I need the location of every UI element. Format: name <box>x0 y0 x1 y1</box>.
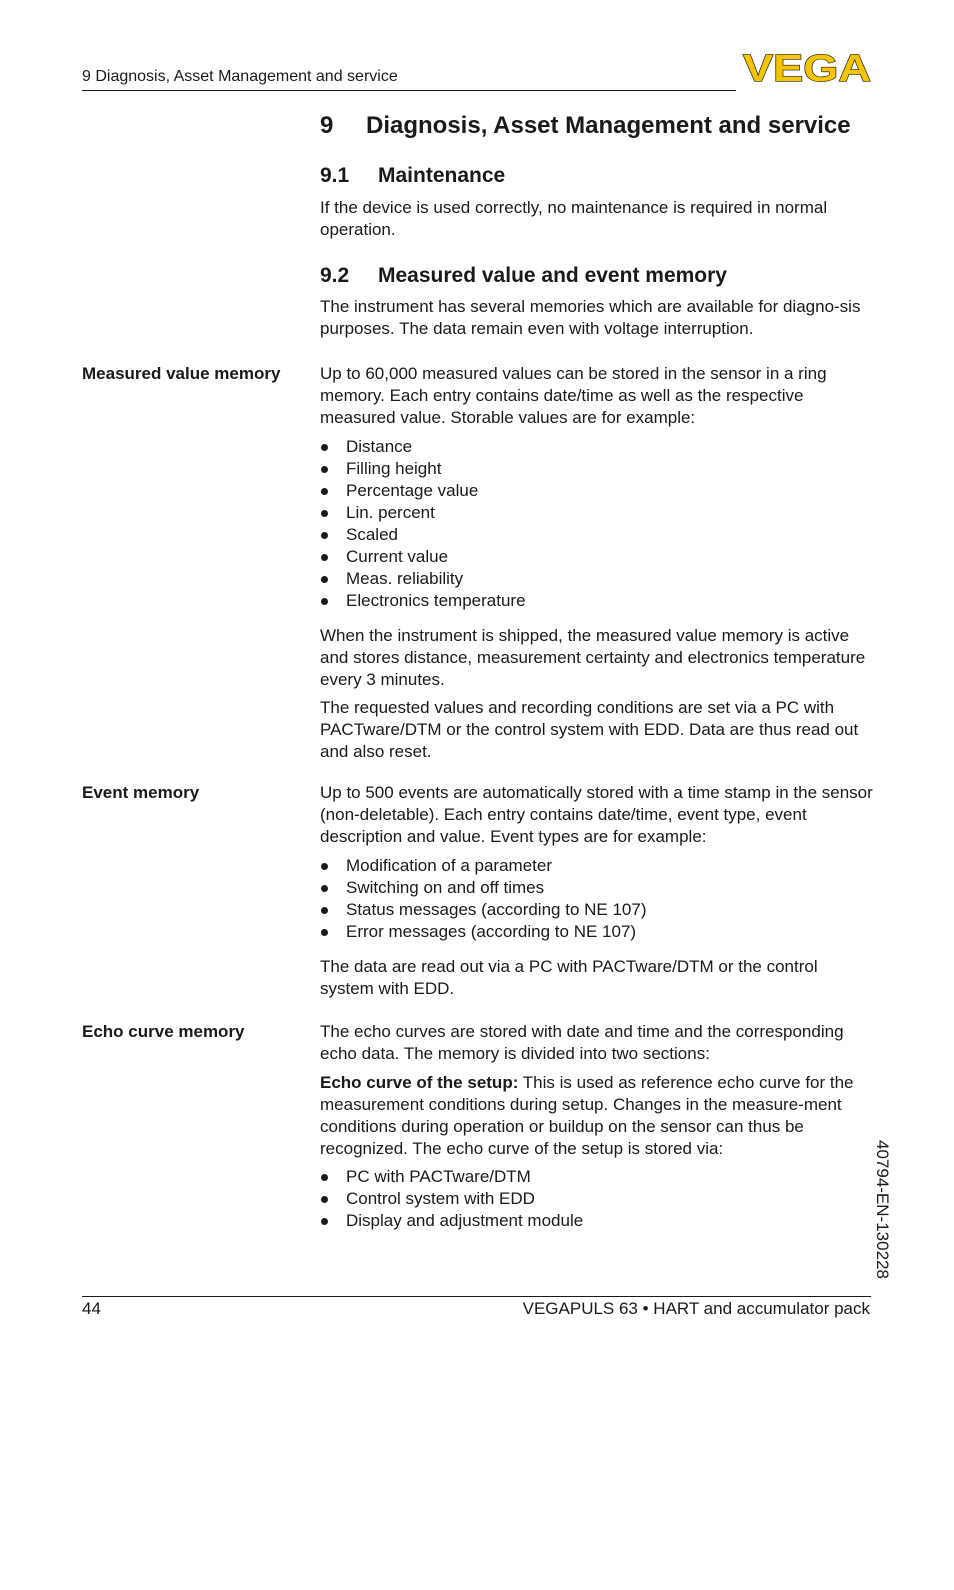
header-rule <box>82 90 736 91</box>
list-item: PC with PACTware/DTM <box>320 1166 875 1188</box>
chapter-title: Diagnosis, Asset Management and service <box>366 112 851 139</box>
list-item: Modification of a parameter <box>320 855 875 877</box>
paragraph: When the instrument is shipped, the measured value memory is active and stores distance, measurement certainty and electronics temperature every 3 minutes. <box>320 626 866 689</box>
memory-intro-text <box>320 296 875 340</box>
list-item: Switching on and off times <box>320 877 875 899</box>
paragraph: The instrument has several memories which are available for diagno-sis purposes. The data remain even with voltage interruption. <box>320 297 861 338</box>
list-item: Current value <box>320 546 875 568</box>
list-item: Electronics temperature <box>320 590 875 612</box>
list-item: Status messages (according to NE 107) <box>320 899 875 921</box>
chapter-number: 9 <box>320 112 334 139</box>
list-item: Error messages (according to NE 107) <box>320 921 875 943</box>
vega-logo <box>742 52 872 84</box>
section-heading-memory <box>320 264 727 288</box>
maintenance-text <box>320 197 875 241</box>
event-memory-block <box>320 782 875 1000</box>
list-item: Control system with EDD <box>320 1188 875 1210</box>
list-item: Filling height <box>320 458 875 480</box>
list-item: Lin. percent <box>320 502 875 524</box>
list-item: Percentage value <box>320 480 875 502</box>
paragraph: The echo curves are stored with date and time and the corresponding echo data. The memory is divided into two sections: <box>320 1022 844 1063</box>
footer-product: VEGAPULS 63 • HART and accumulator pack <box>522 1299 870 1318</box>
section-number: 9.2 <box>320 264 350 287</box>
setup-description: This is used as reference echo curve for the measurement conditions during setup. Changes in the measure-ment conditions during operation or buildup on the sensor can thus be recognized. The echo curve of the setup is stored via: <box>320 1073 854 1158</box>
running-header: 9 Diagnosis, Asset Management and service <box>82 68 398 85</box>
paragraph: Up to 500 events are automatically stored with a time stamp in the sensor (non-deletable). Each entry contains date/time, event type, event description and value. Event types are for example: <box>320 783 873 846</box>
paragraph: If the device is used correctly, no maintenance is required in normal operation. <box>320 198 828 239</box>
chapter-heading <box>320 112 851 140</box>
echo-curve-memory-block <box>320 1021 875 1232</box>
measured-value-memory-block <box>320 363 875 763</box>
section-title: Maintenance <box>378 164 506 187</box>
stored-values-list <box>320 436 875 612</box>
document-code: 40794-EN-130228 <box>873 1140 892 1279</box>
footer-rule <box>82 1296 871 1297</box>
paragraph: The data are read out via a PC with PACTware/DTM or the control system with EDD. <box>320 957 818 998</box>
paragraph: The requested values and recording conditions are set via a PC with PACTware/DTM or the control system with EDD. Data are thus read out and also reset. <box>320 698 859 761</box>
section-title: Measured value and event memory <box>378 264 727 287</box>
list-item: Scaled <box>320 524 875 546</box>
list-item: Distance <box>320 436 875 458</box>
side-label-measured-value-memory: Measured value memory <box>82 364 281 383</box>
logo-wordmark: VEGA <box>743 52 871 84</box>
paragraph: Up to 60,000 measured values can be stored in the sensor in a ring memory. Each entry contains date/time as well as the respective measured value. Storable values are for example: <box>320 364 827 427</box>
section-heading-maintenance <box>320 164 505 188</box>
list-item: Display and adjustment module <box>320 1210 875 1232</box>
event-types-list <box>320 855 875 943</box>
section-number: 9.1 <box>320 164 350 187</box>
page-number: 44 <box>82 1299 101 1318</box>
side-label-echo-curve-memory: Echo curve memory <box>82 1022 245 1041</box>
setup-paragraph <box>320 1072 875 1160</box>
setup-term: Echo curve of the setup: <box>320 1073 519 1092</box>
list-item: Meas. reliability <box>320 568 875 590</box>
side-label-event-memory: Event memory <box>82 783 200 802</box>
storage-methods-list <box>320 1166 875 1232</box>
